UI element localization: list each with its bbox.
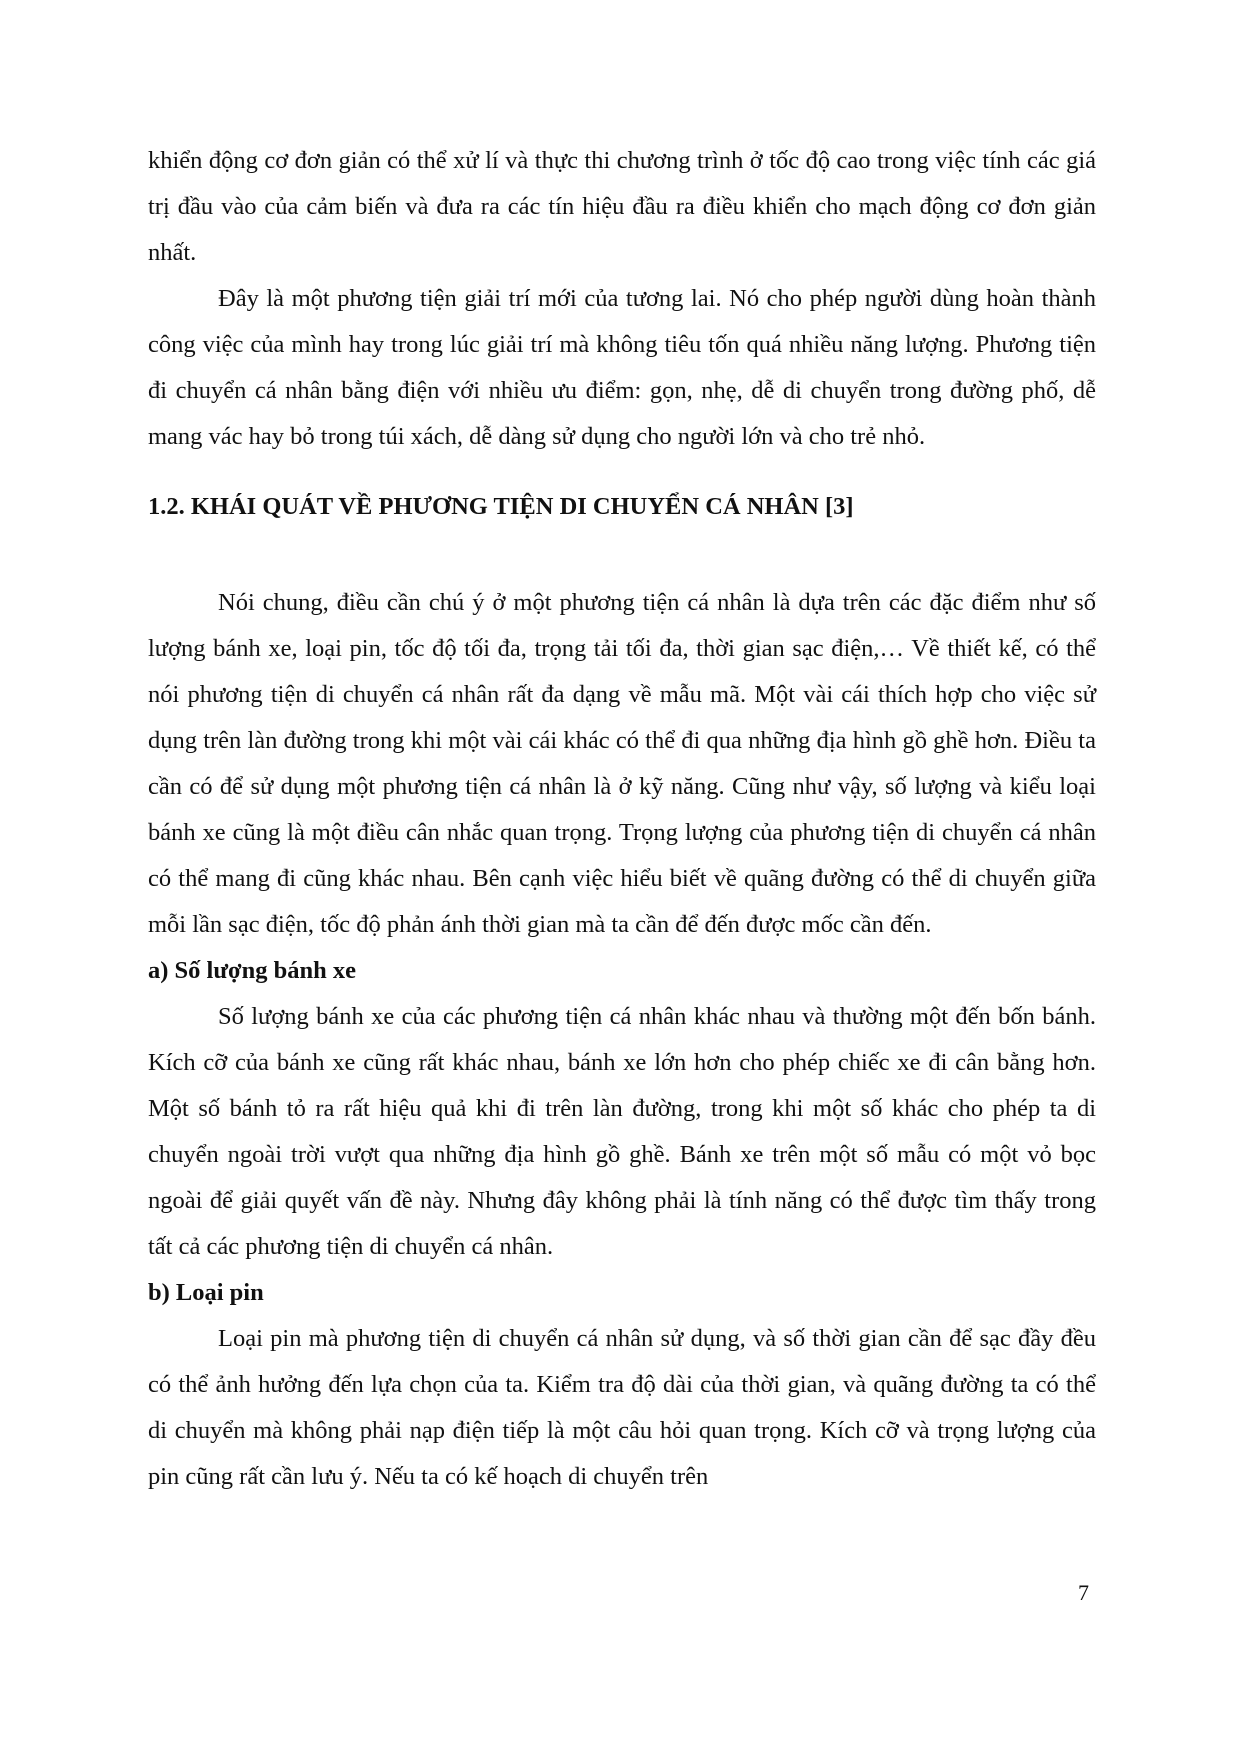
- paragraph-overview: Nói chung, điều cần chú ý ở một phương tiện cá nhân là dựa trên các đặc điểm như số lượng bánh xe, loại pin, tốc độ tối đa, trọng tải tối đa, thời gian sạc điện,… Về thiết kế, có thể nói phương tiện di chuyển cá nhân rất đa dạng về mẫu mã. Một vài cái thích hợp cho việc sử dụng trên làn đường trong khi một vài cái khác có thể đi qua những địa hình gồ ghề hơn. Điều ta cần có để sử dụng một phương tiện cá nhân là ở kỹ năng. Cũng như vậy, số lượng và kiểu loại bánh xe cũng là một điều cân nhắc quan trọng. Trọng lượng của phương tiện di chuyển cá nhân có thể mang đi cũng khác nhau. Bên cạnh việc hiểu biết về quãng đường có thể di chuyển giữa mỗi lần sạc điện, tốc độ phản ánh thời gian mà ta cần để đến được mốc cần đến.: [148, 589, 1096, 938]
- subheading-battery-type: b) Loại pin: [148, 1279, 264, 1306]
- paragraph-continuation: khiển động cơ đơn giản có thể xử lí và thực thi chương trình ở tốc độ cao trong việc tính các giá trị đầu vào của cảm biến và đưa ra các tín hiệu đầu ra điều khiển cho mạch động cơ đơn giản nhất.: [148, 147, 1096, 266]
- document-page: [148, 138, 1096, 1500]
- paragraph-battery-type: Loại pin mà phương tiện di chuyển cá nhân sử dụng, và số thời gian cần để sạc đầy đều có thể ảnh hưởng đến lựa chọn của ta. Kiểm tra độ dài của thời gian, và quãng đường ta có thể di chuyển mà không phải nạp điện tiếp là một câu hỏi quan trọng. Kích cỡ và trọng lượng của pin cũng rất cần lưu ý. Nếu ta có kế hoạch di chuyển trên: [148, 1325, 1096, 1490]
- paragraph-entertainment-vehicle: Đây là một phương tiện giải trí mới của tương lai. Nó cho phép người dùng hoàn thành công việc của mình hay trong lúc giải trí mà không tiêu tốn quá nhiều năng lượng. Phương tiện đi chuyển cá nhân bằng điện với nhiều ưu điểm: gọn, nhẹ, dễ di chuyển trong đường phố, dễ mang vác hay bỏ trong túi xách, dễ dàng sử dụng cho người lớn và cho trẻ nhỏ.: [148, 285, 1096, 450]
- paragraph-wheel-count: Số lượng bánh xe của các phương tiện cá nhân khác nhau và thường một đến bốn bánh. Kích cỡ của bánh xe cũng rất khác nhau, bánh xe lớn hơn cho phép chiếc xe đi cân bằng hơn. Một số bánh tỏ ra rất hiệu quả khi đi trên làn đường, trong khi một số khác cho phép ta di chuyển ngoài trời vượt qua những địa hình gồ ghề. Bánh xe trên một số mẫu có một vỏ bọc ngoài để giải quyết vấn đề này. Nhưng đây không phải là tính năng có thể được tìm thấy trong tất cả các phương tiện di chuyển cá nhân.: [148, 1003, 1096, 1260]
- section-heading: 1.2. KHÁI QUÁT VỀ PHƯƠNG TIỆN DI CHUYỂN CÁ NHÂN [3]: [148, 493, 854, 520]
- page-number: 7: [1078, 1580, 1089, 1605]
- subheading-wheel-count: a) Số lượng bánh xe: [148, 957, 356, 984]
